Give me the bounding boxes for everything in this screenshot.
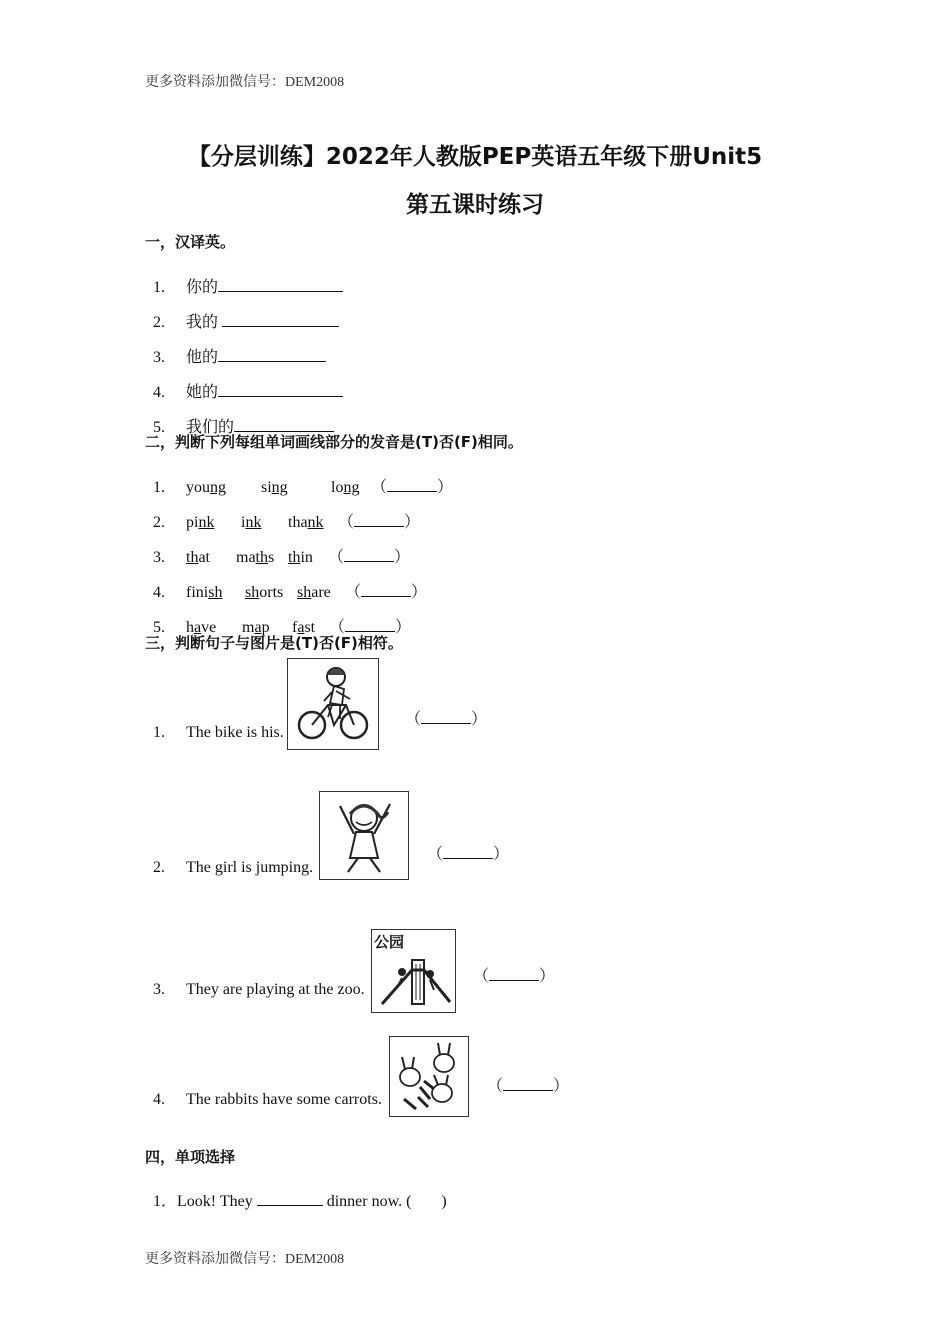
page-subtitle: 第五课时练习 <box>406 192 544 218</box>
answer-blank[interactable] <box>361 582 411 597</box>
list-item <box>145 706 284 742</box>
question-1 <box>145 1170 447 1211</box>
answer-blank[interactable] <box>218 347 326 362</box>
item-number: 3. <box>153 549 165 566</box>
item-number: 5. <box>153 419 165 436</box>
list-item <box>145 1073 382 1109</box>
paren-close: ） <box>394 549 411 566</box>
item-number: 4. <box>153 384 165 401</box>
word-3: thank <box>288 514 324 531</box>
answer-blank[interactable] <box>489 966 539 981</box>
item-number: 4. <box>153 584 165 601</box>
item-text: 他的 <box>186 349 219 366</box>
answer-blank[interactable] <box>257 1191 323 1206</box>
answer-blank[interactable] <box>443 844 493 859</box>
word-2: map <box>242 619 270 636</box>
word-3: share <box>297 584 331 601</box>
item-number: 2. <box>153 514 165 531</box>
footer-note: 更多资料添加微信号：DEM2008 <box>145 1252 345 1267</box>
word-1: have <box>186 619 217 636</box>
word-2: maths <box>236 549 275 566</box>
header-note: 更多资料添加微信号：DEM2008 <box>145 75 345 90</box>
answer-blank[interactable] <box>218 277 343 292</box>
item-text: 我们的 <box>186 419 235 436</box>
item-text: They are playing at the zoo. <box>186 981 365 998</box>
item-number: 4. <box>153 1091 165 1108</box>
item-number: 3. <box>153 981 165 998</box>
paren-open: （ <box>338 514 355 531</box>
jumping-girl-icon <box>320 792 408 879</box>
park-slide-picture <box>371 929 456 1013</box>
answer-blank[interactable] <box>234 417 334 432</box>
item-number: 1. <box>153 279 165 296</box>
item-number: 5. <box>153 619 165 636</box>
word-1: finish <box>186 584 223 601</box>
answer-blank[interactable] <box>222 312 339 327</box>
answer-blank[interactable] <box>354 512 404 527</box>
answer-blank[interactable] <box>344 547 394 562</box>
section1-heading: 一，汉译英。 <box>145 233 236 251</box>
word-3: fast <box>292 619 316 636</box>
word-2: ink <box>241 514 262 531</box>
item-number: 1． <box>153 1193 178 1210</box>
rabbits-carrots-picture <box>389 1036 469 1117</box>
answer-blank[interactable] <box>387 477 437 492</box>
answer-blank[interactable] <box>503 1076 553 1091</box>
paren-open: （ <box>329 619 346 636</box>
question-text-before: Look! They <box>177 1193 257 1210</box>
item-text: The girl is jumping. <box>186 859 314 876</box>
section4-heading: 四，单项选择 <box>145 1148 236 1166</box>
answer-blank[interactable] <box>421 709 471 724</box>
item-text: 你的 <box>186 279 219 296</box>
section2-heading: 二，判断下列每组单词画线部分的发音是(T)否(F)相同。 <box>145 433 523 451</box>
girl-jumping-picture <box>319 791 409 880</box>
list-item <box>145 596 411 637</box>
item-number: 1. <box>153 724 165 741</box>
answer-blank[interactable] <box>345 617 395 632</box>
answer-blank[interactable] <box>218 382 343 397</box>
item-text: The rabbits have some carrots. <box>186 1091 382 1108</box>
item-text: 她的 <box>186 384 219 401</box>
rabbit-icon <box>390 1037 468 1116</box>
word-1: young <box>186 479 226 496</box>
paren-open: （ <box>371 479 388 496</box>
item-number: 3. <box>153 349 165 366</box>
paren-open: （ <box>328 549 345 566</box>
answer-paren: （ ） <box>405 711 488 728</box>
paren-close: ） <box>395 619 412 636</box>
list-item <box>145 963 365 999</box>
item-text: 我的 <box>186 314 219 331</box>
bike-icon <box>288 659 378 749</box>
girl-riding-bike-picture <box>287 658 379 750</box>
answer-paren: （ ） <box>427 846 510 863</box>
word-3: thin <box>288 549 313 566</box>
page-title: 【分层训练】2022年人教版PEP英语五年级下册Unit5 <box>187 144 763 170</box>
list-item <box>145 841 313 877</box>
paren-close: ) <box>441 1193 447 1210</box>
picture-label: 公园 <box>374 933 405 951</box>
section3-heading: 三，判断句子与图片是(T)否(F)相符。 <box>145 634 403 652</box>
word-2: sing <box>261 479 288 496</box>
item-number: 2. <box>153 859 165 876</box>
word-1: that <box>186 549 210 566</box>
paren-close: ） <box>404 514 421 531</box>
paren-open: （ <box>345 584 362 601</box>
paren-close: ） <box>411 584 428 601</box>
item-text: The bike is his. <box>186 724 284 741</box>
answer-paren: （ ） <box>487 1078 570 1095</box>
word-3: long <box>331 479 360 496</box>
item-number: 2. <box>153 314 165 331</box>
word-2: shorts <box>245 584 284 601</box>
item-number: 1. <box>153 479 165 496</box>
question-text-after: dinner now. ( <box>322 1193 412 1210</box>
word-1: pink <box>186 514 215 531</box>
answer-paren: （ ） <box>473 968 556 985</box>
paren-close: ） <box>437 479 454 496</box>
